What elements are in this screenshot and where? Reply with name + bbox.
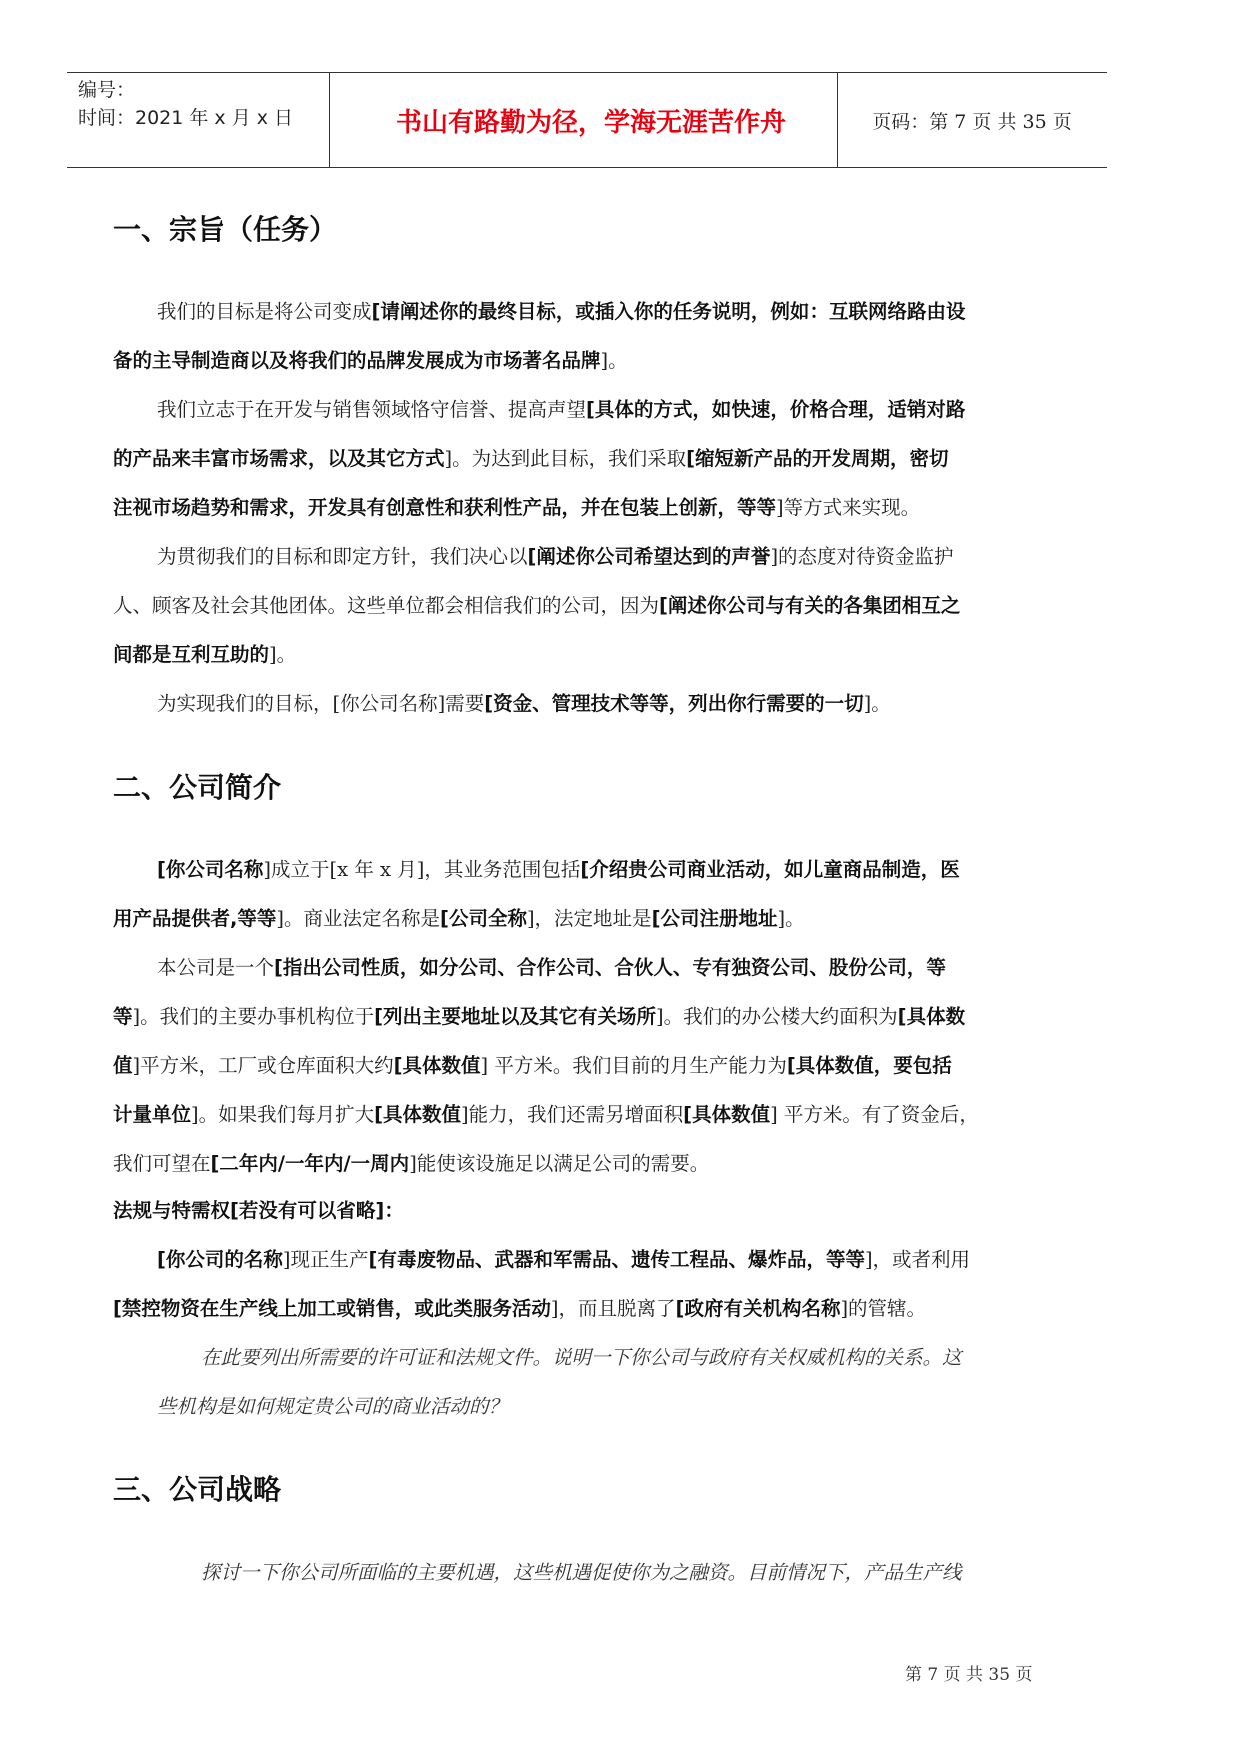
section-heading-purpose: 一、宗旨（任务） bbox=[113, 213, 338, 246]
sub-heading-regulations: 法规与特需权[若没有可以省略]： bbox=[113, 1199, 404, 1222]
paragraph-line: 间都是互利互助的]。 bbox=[113, 643, 297, 666]
instruction-note: 探讨一下你公司所面临的主要机遇，这些机遇促使你为之融资。目前情况下，产品生产线 bbox=[201, 1561, 962, 1584]
paragraph-line: 计量单位]。如果我们每月扩大[具体数值]能力，我们还需另增面积[具体数值] 平方米。有了资金后， bbox=[113, 1103, 979, 1126]
paragraph-line: 为贯彻我们的目标和即定方针，我们决心以[阐述你公司希望达到的声誉]的态度对待资金监护 bbox=[157, 545, 954, 568]
paragraph-line: 用产品提供者,等等]。商业法定名称是[公司全称]，法定地址是[公司注册地址]。 bbox=[113, 907, 805, 930]
footer-page-number: 第 7 页 共 35 页 bbox=[905, 1665, 1033, 1685]
document-number-label: 编号： bbox=[78, 79, 136, 101]
paragraph-line: [你公司的名称]现正生产[有毒废物品、武器和军需品、遗传工程品、爆炸品，等等]，或者利用 bbox=[157, 1248, 971, 1271]
paragraph-line: [禁控物资在生产线上加工或销售，或此类服务活动]，而且脱离了[政府有关机构名称]的管辖。 bbox=[113, 1297, 927, 1320]
instruction-note: 些机构是如何规定贵公司的商业活动的？ bbox=[157, 1395, 509, 1418]
paragraph-line: 我们的目标是将公司变成[请阐述你的最终目标，或插入你的任务说明，例如：互联网络路由设 bbox=[157, 300, 966, 323]
paragraph-line: 注视市场趋势和需求，开发具有创意性和获利性产品，并在包装上创新，等等]等方式来实现。 bbox=[113, 496, 921, 519]
document-time-label: 时间：2021 年 x 月 x 日 bbox=[78, 107, 294, 129]
header-divider bbox=[329, 73, 330, 167]
paragraph-line: 为实现我们的目标，[你公司名称]需要[资金、管理技术等等，列出你行需要的一切]。 bbox=[157, 692, 891, 715]
paragraph-line: 我们立志于在开发与销售领域恪守信誉、提高声望[具体的方式，如快速，价格合理，适销对路 bbox=[157, 398, 966, 421]
paragraph-line: 等]。我们的主要办事机构位于[列出主要地址以及其它有关场所]。我们的办公楼大约面积为[具体数 bbox=[113, 1005, 966, 1028]
document-header bbox=[67, 72, 1107, 168]
paragraph-line: 的产品来丰富市场需求，以及其它方式]。为达到此目标，我们采取[缩短新产品的开发周期，密切 bbox=[113, 447, 949, 470]
section-heading-strategy: 三、公司战略 bbox=[113, 1473, 282, 1506]
section-heading-company-profile: 二、公司简介 bbox=[113, 771, 282, 804]
header-page-number: 页码：第 7 页 共 35 页 bbox=[872, 111, 1072, 133]
paragraph-line: 值]平方米，工厂或仓库面积大约[具体数值] 平方米。我们目前的月生产能力为[具体数值，要包括 bbox=[113, 1054, 952, 1077]
paragraph-line: 人、顾客及社会其他团体。这些单位都会相信我们的公司，因为[阐述你公司与有关的各集团相互之 bbox=[113, 594, 961, 617]
paragraph-line: 备的主导制造商以及将我们的品牌发展成为市场著名品牌]。 bbox=[113, 349, 628, 372]
paragraph-line: 我们可望在[二年内/一年内/一周内]能使该设施足以满足公司的需要。 bbox=[113, 1152, 710, 1175]
header-motto: 书山有路勤为径，学海无涯苦作舟 bbox=[395, 108, 786, 138]
instruction-note: 在此要列出所需要的许可证和法规文件。说明一下你公司与政府有关权威机构的关系。这 bbox=[201, 1346, 962, 1369]
paragraph-line: [你公司名称]成立于[x 年 x 月]，其业务范围包括[介绍贵公司商业活动，如儿童商品制造，医 bbox=[157, 858, 960, 881]
paragraph-line: 本公司是一个[指出公司性质，如分公司、合作公司、合伙人、专有独资公司、股份公司，等 bbox=[157, 956, 946, 979]
